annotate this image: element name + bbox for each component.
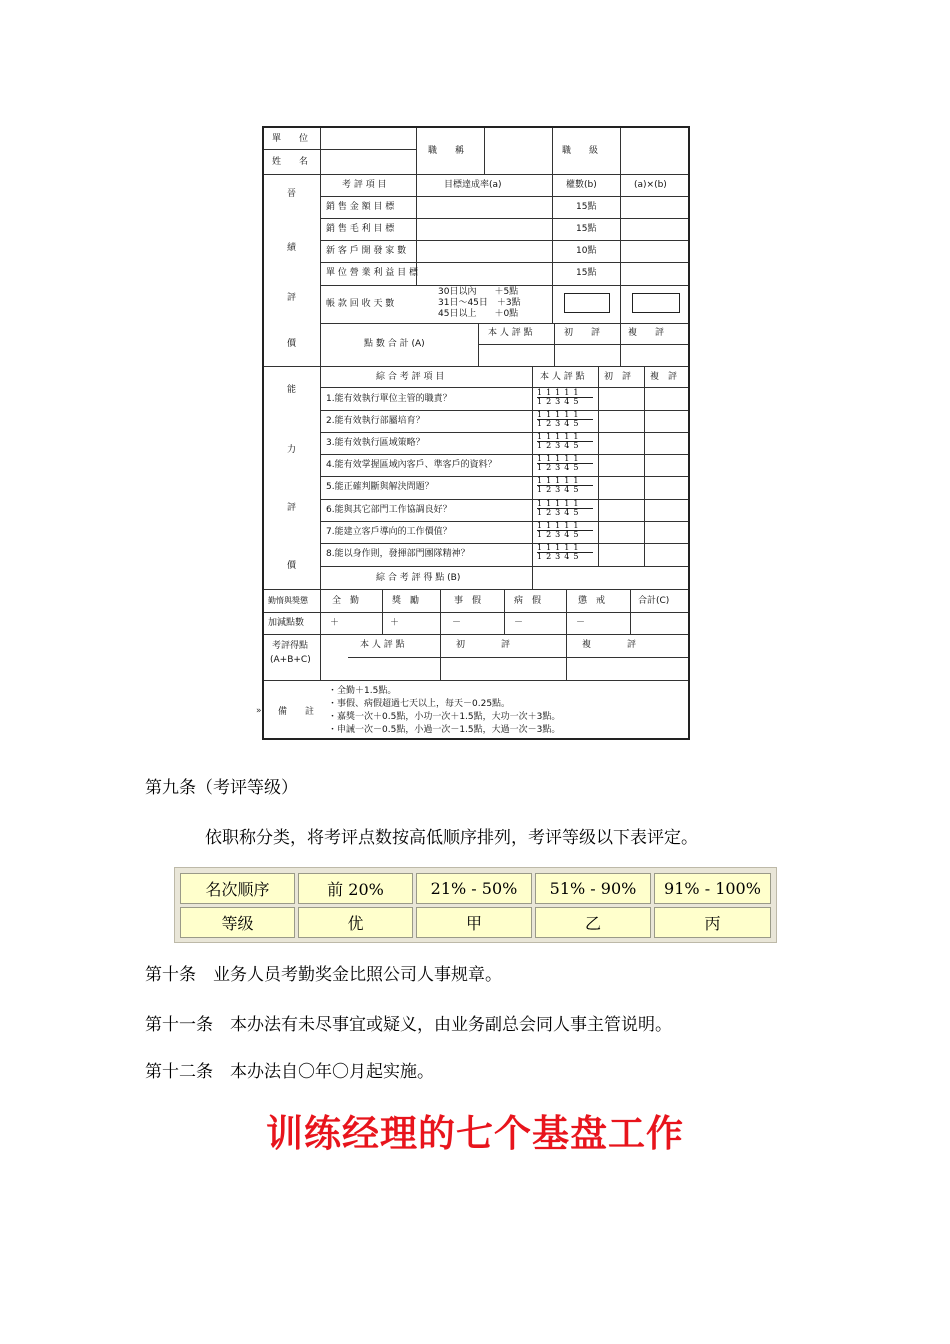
rating-scale	[537, 477, 593, 494]
performance-total-label: 點 數 合 計 (A)	[364, 339, 425, 349]
performance-col-item: 考 評 項 目	[342, 180, 387, 190]
rating-scale-bottom: 12345	[537, 485, 583, 494]
ability-item: 3.能有效執行區域策略？	[326, 438, 425, 448]
article-12: 第十二条 本办法自〇年〇月起实施。	[145, 1062, 434, 1082]
rating-scale	[537, 522, 593, 539]
note-line: ・嘉獎一次＋0.5點，小功一次＋1.5點，大功一次＋3點。	[328, 712, 561, 722]
attendance-col: 病 假	[514, 596, 542, 606]
grade-header-cell: 91% - 100%	[654, 873, 771, 904]
rating-scale	[537, 411, 593, 428]
performance-first-review: 初 評	[564, 328, 601, 338]
performance-row-item: 銷 售 毛 利 目 標	[326, 224, 395, 234]
rating-scale	[537, 389, 593, 406]
performance-self-score: 本 人 評 點	[488, 328, 533, 338]
rating-scale-bottom: 12345	[537, 530, 583, 539]
ability-section-char: 能	[287, 385, 297, 395]
collection-rule: 31日～45日 ＋3點	[438, 298, 521, 308]
score-second-review: 複 評	[582, 640, 637, 650]
ability-item: 2.能有效執行部屬培育？	[326, 416, 425, 426]
rating-scale-top: 11111	[537, 500, 593, 509]
attendance-col: 全 勤	[332, 596, 360, 606]
rating-scale-top: 11111	[537, 477, 593, 486]
performance-row-weight: 15點	[576, 268, 597, 278]
rating-scale-top: 11111	[537, 433, 593, 442]
grade-header-cell: 前 20%	[298, 873, 413, 904]
article-9-heading: 第九条（考评等级）	[145, 778, 298, 798]
note-line: ・事假、病假超過七天以上，每天－0.25點。	[328, 699, 511, 709]
performance-row-item: 新 客 戶 開 發 家 數	[326, 246, 407, 256]
performance-row-item: 單 位 營 業 利 益 目 標	[326, 268, 419, 278]
grade-row-cell: 甲	[416, 907, 532, 938]
performance-section-char: 晉	[287, 189, 297, 199]
attendance-col: 合計(C)	[638, 596, 670, 606]
adjust-sign: ＋	[330, 618, 340, 628]
rating-scale-top: 11111	[537, 411, 593, 420]
attendance-col: 懲 戒	[578, 596, 606, 606]
ability-item: 8.能以身作則，發揮部門團隊精神？	[326, 549, 470, 559]
form-label-title: 職 稱	[428, 146, 465, 156]
adjust-sign: ＋	[390, 618, 400, 628]
attendance-col: 事 假	[454, 596, 482, 606]
form-label-name: 姓 名	[272, 157, 309, 167]
performance-second-review: 複 評	[628, 328, 665, 338]
form-label-rank: 職 級	[562, 146, 599, 156]
ability-item: 4.能有效掌握區域內客戶、準客戶的資料？	[326, 460, 497, 470]
performance-col-weight: 權數(b)	[566, 180, 597, 190]
article-10: 第十条 业务人员考勤奖金比照公司人事规章。	[145, 965, 502, 985]
score-formula: (A+B+C)	[270, 655, 311, 665]
rating-scale-bottom: 12345	[537, 441, 583, 450]
ability-second-review: 複 評	[650, 372, 678, 382]
ability-self-score: 本 人 評 點	[540, 372, 585, 382]
grade-row-cell: 优	[298, 907, 413, 938]
collection-points-box	[564, 293, 610, 313]
score-self-score: 本 人 評 點	[360, 640, 405, 650]
rating-scale	[537, 455, 593, 472]
collection-rule: 30日以內 ＋5點	[438, 287, 519, 297]
performance-col-target: 目標達成率(a)	[444, 180, 502, 190]
margin-mark: »	[256, 706, 262, 716]
article-11: 第十一条 本办法有未尽事宜或疑义，由业务副总会同人事主管说明。	[145, 1015, 672, 1035]
section-title: 训练经理的七个基盘工作	[266, 1111, 684, 1155]
ability-total-label: 綜 合 考 評 得 點 (B)	[376, 573, 461, 583]
rating-scale-bottom: 12345	[537, 552, 583, 561]
grade-header-cell: 名次顺序	[180, 873, 295, 904]
evaluation-form-image	[262, 126, 690, 740]
ability-first-review: 初 評	[604, 372, 632, 382]
adjust-sign: －	[452, 618, 462, 628]
performance-row-weight: 15點	[576, 202, 597, 212]
performance-row-weight: 15點	[576, 224, 597, 234]
performance-section-char: 價	[287, 339, 297, 349]
ability-section-char: 力	[287, 445, 297, 455]
rating-scale-top: 11111	[537, 544, 593, 553]
rating-scale-bottom: 12345	[537, 508, 583, 517]
grade-header-cell: 21% - 50%	[416, 873, 532, 904]
grade-table	[174, 867, 777, 943]
rating-scale	[537, 544, 593, 561]
ability-item: 1.能有效執行單位主管的職責？	[326, 394, 452, 404]
ability-item: 5.能正確判斷與解決問題？	[326, 482, 434, 492]
performance-section-char: 績	[287, 243, 297, 253]
article-9-body: 依职称分类，将考评点数按高低顺序排列，考评等级以下表评定。	[205, 828, 698, 848]
rating-scale	[537, 500, 593, 517]
performance-collection-item: 帳 款 回 收 天 數	[326, 299, 395, 309]
grade-row-cell: 丙	[654, 907, 771, 938]
grade-header-cell: 51% - 90%	[535, 873, 651, 904]
performance-col-product: (a)×(b)	[634, 180, 667, 190]
notes-label: 備 註	[278, 707, 315, 717]
rating-scale-bottom: 12345	[537, 397, 583, 406]
form-label-unit: 單 位	[272, 134, 309, 144]
rating-scale-top: 11111	[537, 389, 593, 398]
collection-product-box	[632, 293, 680, 313]
ability-item: 7.能建立客戶導向的工作價值？	[326, 527, 452, 537]
attendance-col: 獎 勵	[392, 596, 420, 606]
rating-scale	[537, 433, 593, 450]
ability-col-item: 綜 合 考 評 項 目	[376, 372, 445, 382]
performance-row-weight: 10點	[576, 246, 597, 256]
rating-scale-top: 11111	[537, 455, 593, 464]
note-line: ・申誡一次－0.5點，小過一次－1.5點，大過一次－3點。	[328, 725, 561, 735]
grade-row-cell: 乙	[535, 907, 651, 938]
score-first-review: 初 評	[456, 640, 511, 650]
ability-section-char: 價	[287, 561, 297, 571]
performance-row-item: 銷 售 金 額 目 標	[326, 202, 395, 212]
note-line: ・全勤＋1.5點。	[328, 686, 397, 696]
adjust-sign: －	[576, 618, 586, 628]
ability-section-char: 評	[287, 503, 297, 513]
attendance-label: 勤惰與獎懲	[268, 596, 308, 605]
adjust-label: 加減點數	[268, 618, 305, 628]
adjust-sign: －	[514, 618, 524, 628]
grade-row-cell: 等级	[180, 907, 295, 938]
rating-scale-bottom: 12345	[537, 463, 583, 472]
ability-item: 6.能與其它部門工作協調良好？	[326, 505, 452, 515]
rating-scale-top: 11111	[537, 522, 593, 531]
performance-section-char: 評	[287, 293, 297, 303]
score-label: 考評得點	[272, 641, 309, 651]
rating-scale-bottom: 12345	[537, 419, 583, 428]
collection-rule: 45日以上 ＋0點	[438, 309, 519, 319]
